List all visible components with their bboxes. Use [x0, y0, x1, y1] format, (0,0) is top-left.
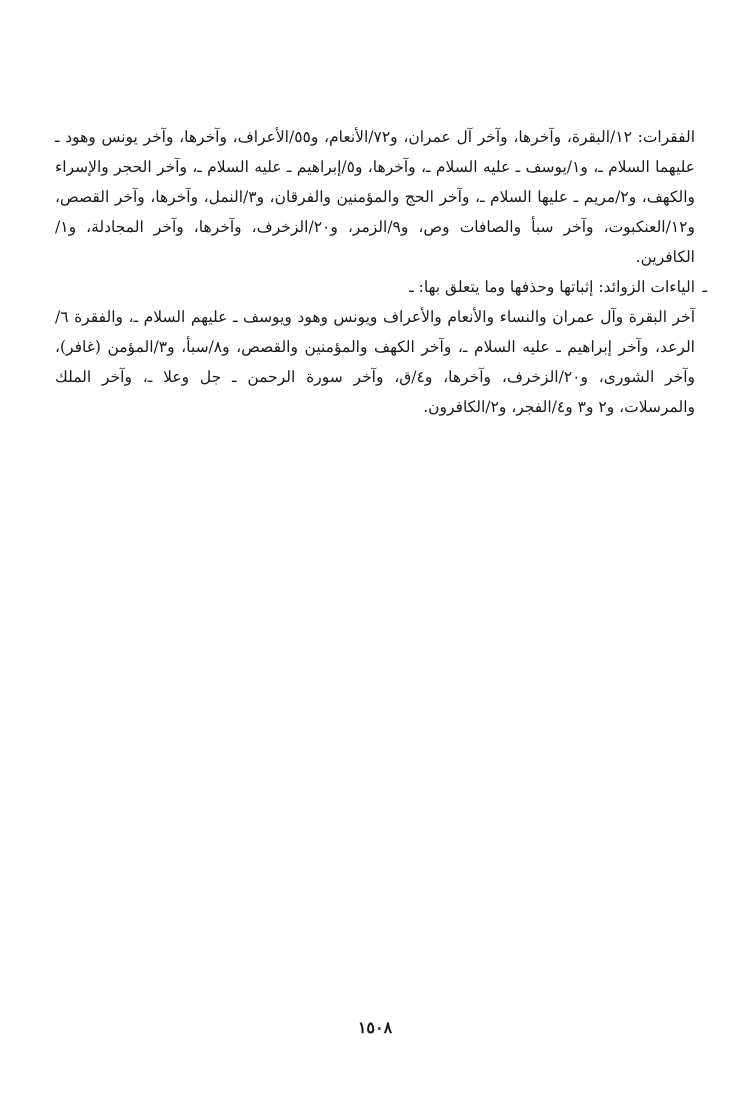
body-text	[55, 122, 707, 422]
section-heading-line	[55, 272, 707, 302]
section-heading: الياءات الزوائد: إثباتها وحذفها وما يتعلق بها: ـ	[409, 278, 695, 296]
heading-dash-mark: ـ	[702, 278, 707, 296]
page-number: ١٥٠٨	[357, 1018, 393, 1037]
paragraph-sections-list: الفقرات: ١٢/البقرة، وآخرها، وآخر آل عمران، و٧٢/الأنعام، و٥٥/الأعراف، وآخرها، وآخر يونس وهود ـ عليهما السلام ـ، و١/يوسف ـ عليه السلام ـ، وآخرها، و٥/إبراهيم ـ عليه السلام ـ، وآخر الحجر والإسراء والكهف، و٢/مريم ـ عليها السلام ـ، وآخر الحج والمؤمنين والفرقان، و٣/النمل، وآخرها، وآخر القصص، و١٢/العنكبوت، وآخر سبأ والصافات وص، و٩/الزمر، و٢٠/الزخرف، وآخرها، وآخر المجادلة، و١/الكافرين.	[55, 128, 696, 266]
paragraph-extra-yaat: آخر البقرة وآل عمران والنساء والأنعام والأعراف ويونس وهود ويوسف ـ عليهم السلام ـ، والفقرة ٦/الرعد، وآخر إبراهيم ـ عليه السلام ـ، وآخر الكهف والمؤمنين والقصص، و٨/سبأ، و٣/المؤمن (غافر)، وآخر الشورى، و٢٠/الزخرف، وآخرها، و٤/ق، وآخر سورة الرحمن ـ جل وعلا ـ، وآخر الملك والمرسلات، و٢ و٣ و٤/الفجر، و٢/الكافرون.	[55, 308, 696, 416]
